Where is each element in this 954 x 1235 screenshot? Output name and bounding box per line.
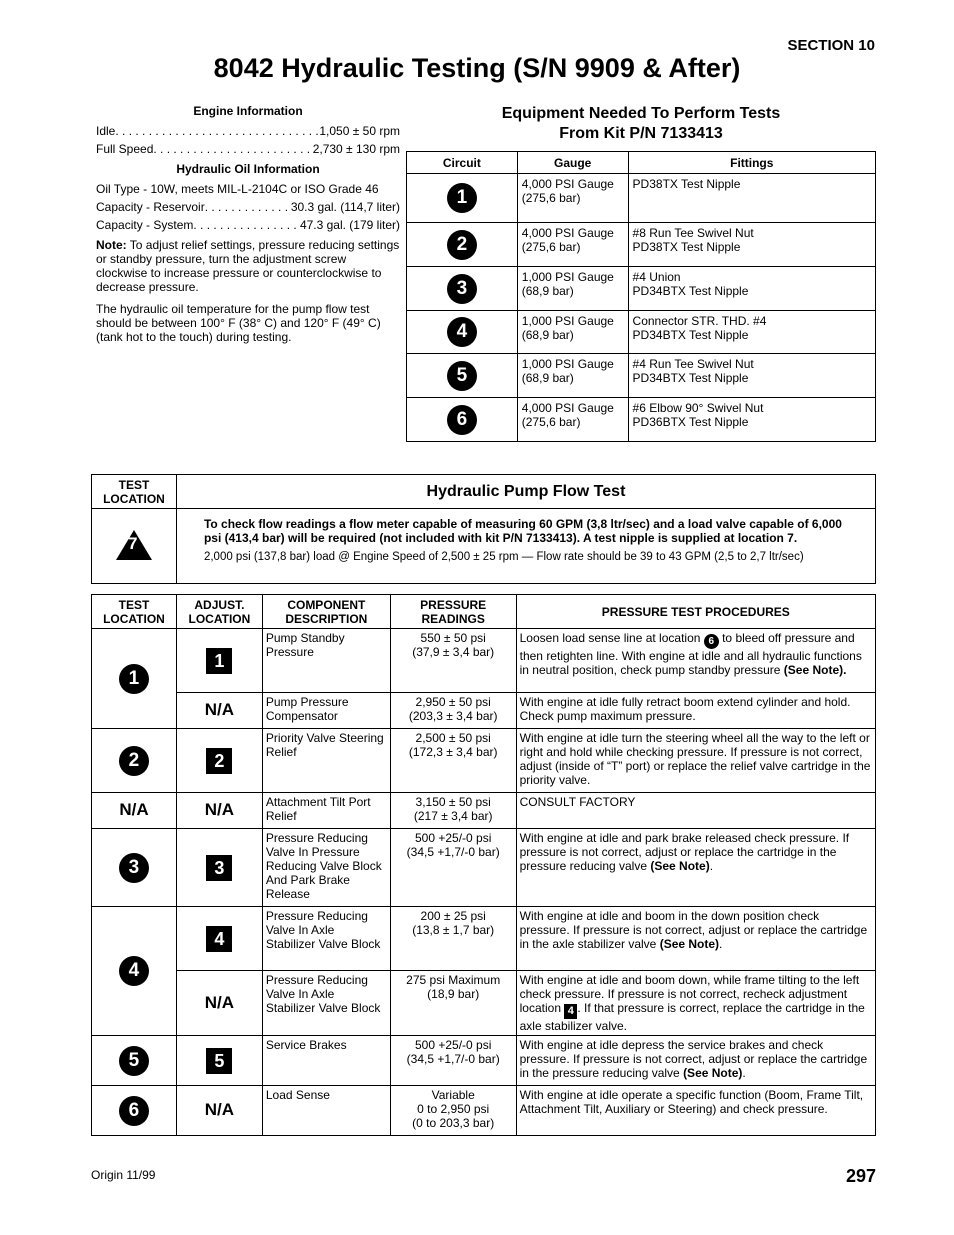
equipment-title: Equipment Needed To Perform Tests From Kit P/N 7133413: [501, 105, 781, 142]
table-row: 2 2 Priority Valve Steering Relief 2,500 ± 50 psi (172,3 ± 3,4 bar) With engine at idle turn the steering wheel all the way to the left or right and hold while checking pressure. If pressure is not correct, adjust (inside of “T” port) or replace the relief valve cartridge in the priority valve.: [92, 729, 876, 793]
circuit-badge: 3: [447, 274, 477, 304]
location-badge: 3: [119, 853, 149, 883]
table-row: 3 1,000 PSI Gauge (68,9 bar) #4 Union PD34BTX Test Nipple: [407, 267, 876, 311]
flow-requirements: To check flow readings a flow meter capable of measuring 60 GPM (3,8 ltr/sec) and a load valve capable of 6,000 psi (413,4 bar) will be required (not included with kit P/N 7133413). A test nipple is supplied at location 7.: [203, 517, 842, 545]
adjust-badge: 2: [206, 748, 232, 774]
table-row: 4 1,000 PSI Gauge (68,9 bar) Connector STR. THD. #4 PD34BTX Test Nipple: [407, 311, 876, 354]
col-component: COMPONENT DESCRIPTION: [262, 595, 390, 629]
flow-test-title: Hydraulic Pump Flow Test: [176, 475, 875, 509]
location-badge: 1: [119, 664, 149, 694]
location-ref-icon: 6: [704, 634, 719, 649]
table-row: N/A Pressure Reducing Valve In Axle Stabilizer Valve Block 275 psi Maximum (18,9 bar) With engine at idle and boom down, while frame tilting to the left check pressure. If pressure is not correct, recheck adjustment location 4 . If that pressure is correct, replace the cartridge in the axle stabilizer valve.: [92, 971, 876, 1036]
location-badge: 6: [119, 1096, 149, 1126]
equipment-table: [406, 151, 876, 442]
circuit-badge: 1: [447, 183, 477, 213]
col-pressure: PRESSURE READINGS: [390, 595, 516, 629]
system-capacity: Capacity - System . . . 47.3 gal. (179 liter): [96, 218, 400, 232]
circuit-badge: 4: [447, 317, 477, 347]
table-row: 6 4,000 PSI Gauge (275,6 bar) #6 Elbow 90° Swivel Nut PD36BTX Test Nipple: [407, 398, 876, 442]
adjust-ref-icon: 4: [564, 1004, 577, 1019]
location-badge: 2: [119, 746, 149, 776]
table-row: 1 1 Pump Standby Pressure 550 ± 50 psi (37,9 ± 3,4 bar) Loosen load sense line at location 6 to bleed off pressure and then retighten line. With engine at idle and all hydraulic functions in neutral position, check pump standby pressure (See Note).: [92, 629, 876, 693]
adjust-note: Note: To adjust relief settings, pressure reducing settings or standby pressure, turn the adjustment screw clockwise to increase pressure or counterclockwise to decrease pressure.: [96, 238, 400, 294]
location-badge: 4: [119, 956, 149, 986]
page-title: 8042 Hydraulic Testing (S/N 9909 & After): [213, 53, 741, 83]
idle-spec: Idle . . . 1,050 ± 50 rpm: [96, 124, 400, 138]
page-number: 297: [845, 1166, 876, 1186]
full-speed-spec: Full Speed . . . 2,730 ± 130 rpm: [96, 142, 400, 156]
col-fittings: Fittings: [628, 152, 875, 174]
triangle-location-icon: 7: [116, 530, 152, 560]
flow-spec: 2,000 psi (137,8 bar) load @ Engine Speed of 2,500 ± 25 rpm — Flow rate should be 39 to 43 GPM (2,5 to 2,7 ltr/sec): [203, 551, 804, 563]
table-row: N/A N/A Attachment Tilt Port Relief 3,150 ± 50 psi (217 ± 3,4 bar) CONSULT FACTORY: [92, 793, 876, 829]
reservoir-capacity: Capacity - Reservoir . . . 30.3 gal. (114,7 liter): [96, 200, 400, 214]
circuit-badge: 6: [447, 405, 477, 435]
table-row: 6 N/A Load Sense Variable 0 to 2,950 psi (0 to 203,3 bar) With engine at idle operate a specific function (Boom, Frame Tilt, Attachment Tilt, Auxiliary or Steering) and check pressure.: [92, 1086, 876, 1136]
flow-test-table: [91, 474, 876, 584]
table-row: 5 1,000 PSI Gauge (68,9 bar) #4 Run Tee Swivel Nut PD34BTX Test Nipple: [407, 354, 876, 398]
oil-info-heading: Hydraulic Oil Information: [176, 162, 320, 176]
engine-info-heading: Engine Information: [193, 104, 303, 118]
pressure-test-table: [91, 594, 876, 1136]
adjust-badge: 3: [206, 855, 232, 881]
circuit-badge: 2: [447, 230, 477, 260]
table-row: 5 5 Service Brakes 500 +25/-0 psi (34,5 +1,7/-0 bar) With engine at idle depress the service brakes and check pressure. If pressure is not correct, adjust or replace the cartridge in the pressure reducing valve (See Note).: [92, 1036, 876, 1086]
table-row: 3 3 Pressure Reducing Valve In Pressure Reducing Valve Block And Park Brake Release 500 +25/-0 psi (34,5 +1,7/-0 bar) With engine at idle and park brake released check pressure. If pressure is not correct, adjust or replace the cartridge in the pressure reducing valve (See Note).: [92, 829, 876, 907]
adjust-badge: 1: [206, 648, 232, 674]
section-label: SECTION 10: [787, 37, 875, 54]
col-gauge: Gauge: [517, 152, 628, 174]
table-row: N/A Pump Pressure Compensator 2,950 ± 50 psi (203,3 ± 3,4 bar) With engine at idle fully retract boom extend cylinder and hold. Check pump maximum pressure.: [92, 693, 876, 729]
adjust-badge: 5: [206, 1048, 232, 1074]
table-row: 2 4,000 PSI Gauge (275,6 bar) #8 Run Tee Swivel Nut PD38TX Test Nipple: [407, 223, 876, 267]
col-test-location: TEST LOCATION: [92, 595, 177, 629]
temperature-note: The hydraulic oil temperature for the pump flow test should be between 100° F (38° C) and 120° F (49° C) (tank hot to the touch) during testing.: [96, 302, 381, 344]
table-row: 1 4,000 PSI Gauge (275,6 bar) PD38TX Test Nipple: [407, 174, 876, 223]
origin-date: Origin 11/99: [91, 1168, 156, 1182]
adjust-badge: 4: [206, 926, 232, 952]
test-location-header: TEST LOCATION: [92, 475, 177, 509]
location-badge: 5: [119, 1046, 149, 1076]
table-row: 4 4 Pressure Reducing Valve In Axle Stabilizer Valve Block 200 ± 25 psi (13,8 ± 1,7 bar) With engine at idle and boom in the down position check pressure. If pressure is not correct, adjust or replace the cartridge in the axle stabilizer valve (See Note).: [92, 907, 876, 971]
col-circuit: Circuit: [407, 152, 518, 174]
col-procedures: PRESSURE TEST PROCEDURES: [516, 595, 875, 629]
circuit-badge: 5: [447, 361, 477, 391]
info-column: [96, 104, 400, 352]
col-adjust-location: ADJUST. LOCATION: [176, 595, 262, 629]
oil-type: Oil Type - 10W, meets MIL-L-2104C or ISO Grade 46: [96, 182, 379, 196]
